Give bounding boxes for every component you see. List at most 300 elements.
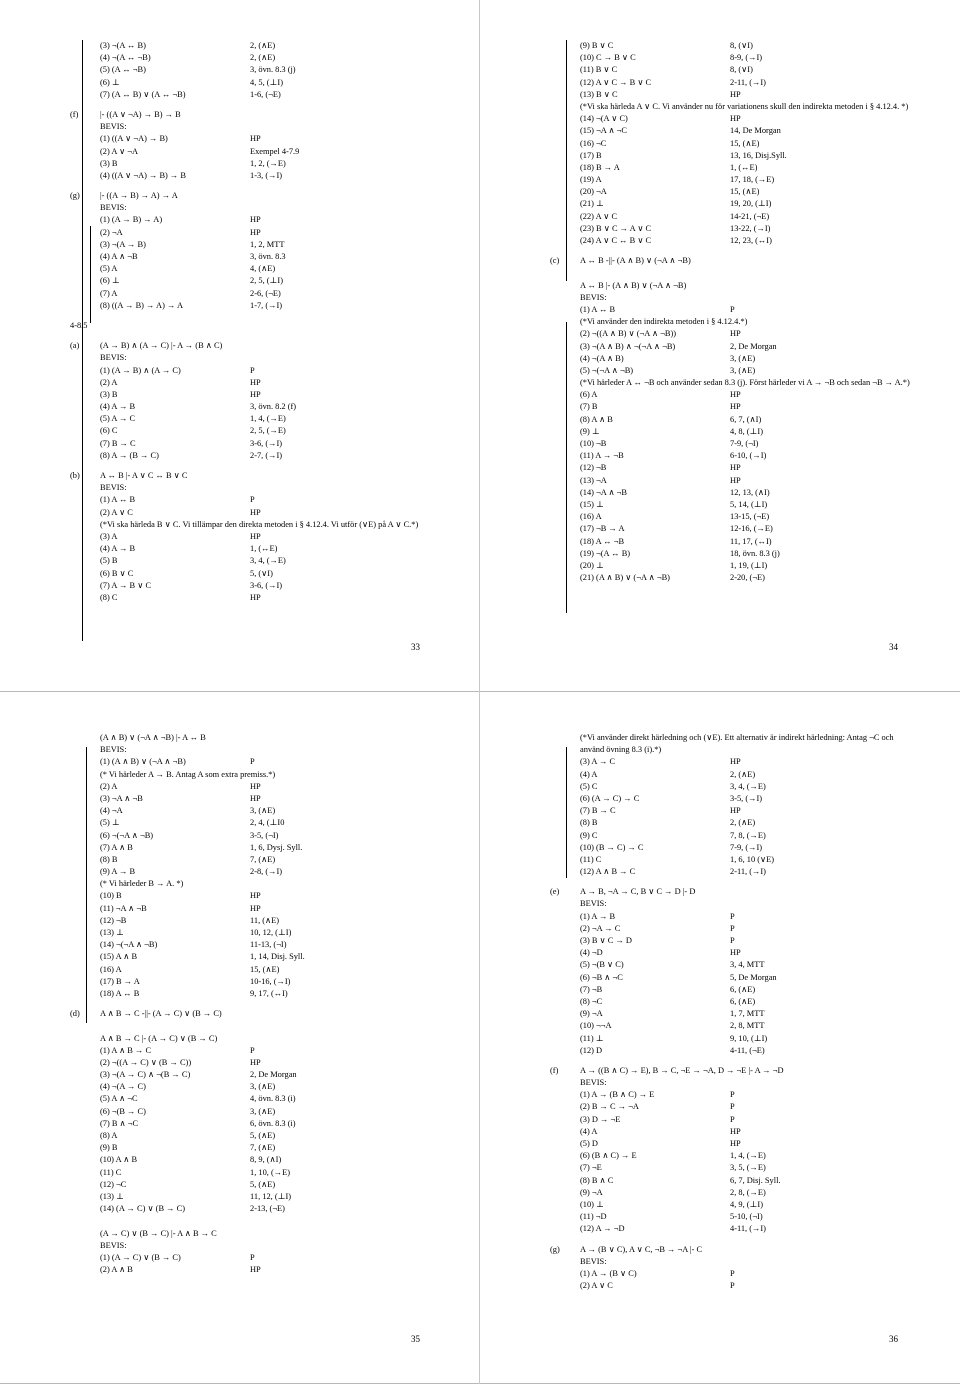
formula: (15) A ∧ B: [100, 952, 138, 962]
justification: Exempel 4-7.9: [250, 146, 300, 156]
formula: (9) ¬A: [580, 1009, 603, 1019]
formula: (A → B) ∧ (A → C) |- A → (B ∧ C): [100, 341, 223, 351]
formula: (1) A ∧ B → C: [100, 1045, 152, 1055]
justification: HP: [250, 507, 261, 517]
formula: (11) B ∨ C: [580, 65, 618, 75]
formula: (4) A: [580, 769, 598, 779]
justification: 1, 4, (→E): [250, 414, 286, 424]
justification: 13-22, (→I): [730, 223, 771, 233]
justification: 2-7, (→I): [250, 450, 283, 460]
formula: (1) (A → C) ∨ (B → C): [100, 1252, 181, 1262]
formula: (11) C: [100, 1167, 122, 1177]
proof-line: [70, 1057, 460, 1069]
formula: (9) ⊥: [580, 426, 600, 436]
justification: 1, 10, (→E): [250, 1167, 291, 1177]
proof-line: [550, 1008, 940, 1020]
proof-line: [70, 793, 460, 805]
formula: |- ((A ∨ ¬A) → B) → B: [100, 109, 181, 119]
proof-line: [70, 866, 460, 878]
proof-line: [70, 470, 460, 482]
proof-line: [550, 972, 940, 984]
formula: (3) D → ¬E: [580, 1114, 621, 1124]
justification: HP: [250, 1265, 261, 1275]
proof-line: [70, 555, 460, 567]
proof-line: [70, 769, 460, 781]
justification: P: [250, 1252, 255, 1262]
proof-line: [550, 1256, 940, 1268]
justification: HP: [730, 475, 741, 485]
formula: (13) ⊥: [100, 928, 124, 937]
proof-line: [550, 923, 940, 935]
proof-line: [70, 300, 460, 312]
formula: (14) ¬(¬A ∧ ¬B): [100, 940, 158, 950]
proof-line: [550, 1045, 940, 1057]
formula: (1) (A ∧ B) ∨ (¬A ∧ ¬B): [100, 757, 186, 767]
proof-line: [550, 475, 940, 487]
formula: (10) ⊥: [580, 1199, 604, 1209]
justification: 7-9, (→I): [730, 842, 763, 852]
exercise-label: (g): [70, 191, 80, 201]
proof-line: [550, 1162, 940, 1174]
proof-block: [70, 340, 460, 462]
justification: 2, De Morgan: [250, 1070, 297, 1080]
proof-line: [70, 365, 460, 377]
justification: 10-16, (→I): [250, 976, 291, 986]
formula: (21) ⊥: [580, 199, 604, 209]
page-number: 33: [411, 642, 420, 652]
proof-block: [550, 886, 940, 1057]
formula: (24) A ∨ C ↔ B ∨ C: [580, 236, 652, 246]
formula: (17) B: [580, 150, 602, 160]
proof-line: [70, 389, 460, 401]
formula: (1) A ↔ B: [580, 304, 616, 314]
formula: (1) (A → B) ∧ (A → C): [100, 365, 181, 375]
formula: (20) ¬A: [580, 187, 607, 197]
proof-line: [550, 756, 940, 768]
page-36: [480, 692, 960, 1384]
justification: 6, 7, Disj. Syll.: [730, 1175, 781, 1185]
formula: (3) A: [100, 531, 118, 541]
proof-line: [550, 854, 940, 866]
justification: 17, 18, (→E): [730, 175, 775, 185]
formula: (8) A → (B → C): [100, 450, 159, 460]
proof-line: [550, 523, 940, 535]
justification: 3-6, (→I): [250, 438, 283, 448]
formula: (8) B ∧ C: [580, 1175, 614, 1185]
formula: A ↔ B |- (A ∧ B) ∨ (¬A ∧ ¬B): [580, 280, 687, 290]
justification: 8, (∨I): [730, 41, 753, 50]
formula: (14) (A → C) ∨ (B → C): [100, 1204, 185, 1214]
formula: (21) (A ∧ B) ∨ (¬A ∧ ¬B): [580, 573, 670, 583]
proof-line: [70, 227, 460, 239]
formula: (12) ¬B: [100, 915, 127, 925]
scope-bar: [82, 40, 83, 641]
justification: 3, (∧E): [250, 1082, 276, 1092]
formula: (16) A: [100, 964, 122, 974]
proof-line: [70, 190, 460, 202]
formula: (13) ⊥: [100, 1191, 124, 1201]
proof-line: [70, 854, 460, 866]
justification: 5, De Morgan: [730, 972, 777, 982]
formula: (10) ¬B: [580, 439, 607, 449]
justification: 2-20, (¬E): [730, 573, 765, 583]
justification: 2, 8, MTT: [730, 1021, 765, 1031]
proof-line: [70, 413, 460, 425]
formula: (7) A → B ∨ C: [100, 580, 152, 590]
formula: (14) ¬A ∧ ¬B: [580, 487, 627, 497]
proof-block: [70, 109, 460, 182]
proof-line: [550, 1077, 940, 1089]
justification: 3, (∧E): [250, 1106, 276, 1116]
formula: (4) ¬(A ↔ ¬B): [100, 53, 151, 63]
formula: (9) A → B: [100, 867, 136, 877]
proof-line: [70, 1264, 460, 1276]
proof-line: [550, 1114, 940, 1126]
justification: 10, 12, (⊥I): [250, 928, 292, 937]
formula: (3) A → C: [580, 757, 616, 767]
justification: 6, (∧E): [730, 996, 756, 1006]
proof-line: [550, 1065, 940, 1077]
proof-line: [550, 769, 940, 781]
formula: (8) ((A → B) → A) → A: [100, 300, 184, 310]
proof-line: [70, 494, 460, 506]
proof-line: [70, 903, 460, 915]
formula: (7) B → C: [580, 806, 616, 816]
proof-line: [550, 560, 940, 572]
formula: BEVIS:: [100, 203, 127, 213]
proof-line: [70, 805, 460, 817]
formula: (5) B: [100, 556, 118, 566]
proof-line: [550, 64, 940, 76]
justification: 1, 2, MTT: [250, 239, 285, 249]
proof-line: [70, 425, 460, 437]
formula: (18) B → A: [580, 162, 620, 172]
proof-line: [70, 77, 460, 89]
proof-line: [550, 1199, 940, 1211]
justification: HP: [730, 806, 741, 816]
justification: P: [730, 304, 735, 314]
justification: 1, (↔E): [250, 544, 278, 554]
justification: 13, 16, Disj.Syll.: [730, 150, 787, 160]
proof-line: [550, 125, 940, 137]
formula: (4) A ∧ ¬B: [100, 252, 138, 261]
formula: (3) B: [100, 389, 118, 399]
formula: (1) A → B: [580, 911, 616, 921]
justification: 3, 4, (→E): [250, 556, 286, 566]
proof-line: [550, 426, 940, 438]
justification: 15, (∧E): [730, 187, 760, 197]
justification: 8-9, (→I): [730, 53, 763, 63]
proof-block: [70, 1008, 460, 1276]
proof-line: [70, 1033, 460, 1045]
formula: (9) ¬A: [580, 1187, 603, 1197]
proof-line: [70, 64, 460, 76]
scope-bar: [566, 40, 567, 281]
formula: (A → C) ∨ (B → C) |- A ∧ B → C: [100, 1228, 217, 1238]
justification: 2, 5, (⊥I): [250, 276, 283, 286]
proof-line: [550, 793, 940, 805]
justification: P: [730, 911, 735, 921]
justification: 11, 17, (↔I): [730, 536, 772, 546]
proof-line: [550, 414, 940, 426]
justification: 12, 13, (∧I): [730, 487, 770, 497]
formula: (10) A ∧ B: [100, 1155, 138, 1165]
formula: (10) C → B ∨ C: [580, 53, 636, 63]
proof-line: [550, 162, 940, 174]
formula: (19) ¬(A ↔ B): [580, 548, 631, 558]
formula: (6) (B ∧ C) → E: [580, 1151, 637, 1161]
formula: (5) ⊥: [100, 818, 120, 828]
justification: 2, 4, (⊥I0: [250, 818, 285, 828]
justification: P: [730, 1281, 735, 1291]
formula: (2) B → C → ¬A: [580, 1102, 639, 1112]
proof-line: [550, 805, 940, 817]
proof-line: [70, 275, 460, 287]
formula: (18) A ↔ B: [100, 988, 140, 998]
formula: (7) ¬E: [580, 1163, 602, 1173]
formula: (12) A ∧ B → C: [580, 867, 636, 877]
formula: (2) A ∨ C: [100, 507, 133, 517]
proof-line: [70, 121, 460, 133]
justification: HP: [730, 89, 741, 99]
justification: 4-11, (→I): [730, 1224, 766, 1234]
justification: HP: [250, 227, 261, 237]
proof-line: [550, 365, 940, 377]
justification: 11-13, (¬I): [250, 940, 287, 950]
proof-line: [70, 482, 460, 494]
proof-block: [550, 255, 940, 584]
formula: (5) A → C: [100, 414, 136, 424]
justification: 3, övn. 8.3 (j): [250, 65, 296, 75]
justification: 18, övn. 8.3 (j): [730, 548, 780, 558]
formula: (12) ¬B: [580, 463, 607, 473]
justification: 2-8, (→I): [250, 867, 283, 877]
justification: 2, 8, (→E): [730, 1187, 766, 1197]
formula: (7) B → C: [100, 438, 136, 448]
formula: (11) ¬A ∧ ¬B: [100, 903, 147, 913]
justification: 1-3, (→I): [250, 170, 283, 180]
formula: (1) A ↔ B: [100, 495, 136, 505]
proof-line: [550, 911, 940, 923]
proof-line: [70, 1167, 460, 1179]
formula: (4) A → B: [100, 544, 136, 554]
formula: (2) A ∨ C: [580, 1281, 613, 1291]
formula: (3) ¬A ∧ ¬B: [100, 793, 143, 803]
justification: 2, (∧E): [250, 41, 276, 50]
formula: (6) A: [580, 390, 598, 400]
proof-line: [550, 499, 940, 511]
justification: 3, 4, (→E): [730, 781, 766, 791]
justification: 2, (∧E): [250, 53, 276, 63]
proof-line: [550, 817, 940, 829]
formula: BEVIS:: [580, 1078, 607, 1088]
justification: 3, 5, (→E): [730, 1163, 766, 1173]
formula: A → (B ∨ C), A ∨ C, ¬B → ¬A |- C: [580, 1244, 703, 1254]
formula: (12) ¬C: [100, 1179, 127, 1189]
justification: 1, 2, (→E): [250, 158, 286, 168]
proof-line: [70, 1069, 460, 1081]
proof-line: [550, 1280, 940, 1292]
proof-line: [70, 1154, 460, 1166]
justification: HP: [730, 114, 741, 124]
sheet-bottom: [0, 692, 960, 1384]
proof-line: [550, 984, 940, 996]
justification: 3, (∧E): [250, 806, 276, 816]
formula: BEVIS:: [580, 292, 607, 302]
proof-line: [550, 842, 940, 854]
proof-line: [550, 52, 940, 64]
formula: (12) A → ¬D: [580, 1224, 625, 1234]
proof-line: [70, 1045, 460, 1057]
proof-line: [70, 543, 460, 555]
justification: HP: [730, 1126, 741, 1136]
formula: (1) (A → B) → A): [100, 215, 163, 225]
formula: (8) B: [100, 854, 118, 864]
proof-line: [70, 568, 460, 580]
formula: (2) A ∨ ¬A: [100, 146, 139, 156]
justification: 4-11, (¬E): [730, 1045, 765, 1055]
proof-line: (*Vi ska härleda A ∨ C. Vi använder nu för variationens skull den indirekta metoden i § 4.12.4. *): [580, 101, 909, 111]
proof-line: [550, 1175, 940, 1187]
proof-line: [70, 52, 460, 64]
formula: (9) B: [100, 1143, 118, 1153]
formula: (8) A ∧ B: [580, 414, 613, 424]
justification: 2, (∧E): [730, 818, 756, 828]
justification: 11, (∧E): [250, 915, 280, 925]
exercise-label: (g): [550, 1244, 560, 1254]
formula: (3) ¬(A ↔ B): [100, 41, 146, 50]
proof-line: [70, 1118, 460, 1130]
page-34: [480, 0, 960, 692]
page-35: [0, 692, 480, 1384]
proof-line: [70, 1142, 460, 1154]
proof-line: [70, 450, 460, 462]
justification: 19, 20, (⊥I): [730, 199, 772, 209]
exercise-label: (e): [550, 887, 560, 897]
justification: HP: [730, 463, 741, 473]
scope-bar: [566, 322, 567, 613]
proof-line: [70, 744, 460, 756]
formula: A ∧ B → C |- (A → C) ∨ (B → C): [100, 1033, 218, 1043]
justification: HP: [250, 793, 261, 803]
formula: (* Vi härleder B → A. *): [100, 879, 184, 889]
formula: (3) ¬(A → C) ∧ ¬(B → C): [100, 1070, 191, 1080]
justification: 1, 19, (⊥I): [730, 560, 768, 570]
justification: 2-11, (→I): [730, 867, 766, 877]
formula: (8) ¬C: [580, 996, 603, 1006]
formula: (11) A → ¬B: [580, 451, 624, 461]
formula: A ∧ B → C -||- (A → C) ∨ (B → C): [100, 1009, 222, 1019]
proof-line: [70, 817, 460, 829]
formula: (3) B ∨ C → D: [580, 936, 632, 946]
formula: (13) B ∨ C: [580, 89, 618, 99]
justification: 7, 8, (→E): [730, 830, 766, 840]
formula: (5) C: [580, 781, 598, 791]
proof-block: [550, 1244, 940, 1293]
exercise-label: (f): [70, 109, 79, 119]
scope-bar: [566, 747, 567, 878]
page-content: [550, 40, 940, 592]
proof-line: (*Vi ska härleda B ∨ C. Vi tillämpar den direkta metoden i § 4.12.4. Vi utför (∨E) på A ∨ C.*): [100, 519, 419, 529]
formula: (7) A: [100, 288, 118, 298]
justification: 6, 7, (∧I): [730, 414, 762, 424]
formula: A ↔ B |- A ∨ C ↔ B ∨ C: [100, 471, 188, 480]
proof-line: [550, 1150, 940, 1162]
justification: HP: [730, 329, 741, 339]
formula: (2) ¬A → C: [580, 923, 621, 933]
formula: (6) ¬(¬A ∧ ¬B): [100, 830, 154, 840]
proof-line: [70, 170, 460, 182]
proof-line: [550, 1101, 940, 1113]
page-content: [70, 732, 460, 1284]
proof-line: [550, 898, 940, 910]
proof-line: [70, 988, 460, 1000]
justification: 1-6, (¬E): [250, 89, 281, 99]
proof-line: [70, 976, 460, 988]
formula: (6) (A → C) → C: [580, 793, 640, 803]
proof-line: [550, 1211, 940, 1223]
proof-line: [70, 377, 460, 389]
proof-line: [70, 263, 460, 275]
proof-line: [70, 830, 460, 842]
justification: 5, (∧E): [250, 1131, 276, 1140]
proof-line: [70, 40, 460, 52]
formula: (18) A ↔ ¬B: [580, 536, 625, 546]
formula: (15) ⊥: [580, 499, 604, 509]
proof-line: [550, 1268, 940, 1280]
justification: 6, (∧E): [730, 984, 756, 994]
justification: 7, (∧E): [250, 854, 276, 864]
formula: (5) ¬(B ∨ C): [580, 960, 624, 970]
justification: P: [730, 1102, 735, 1112]
proof-line: [550, 211, 940, 223]
proof-line: [70, 915, 460, 927]
exercise-label: (f): [550, 1065, 559, 1075]
formula: (23) B ∨ C → A ∨ C: [580, 223, 652, 233]
proof-block: [550, 732, 940, 878]
proof-line: [70, 158, 460, 170]
proof-line: [70, 878, 460, 890]
justification: P: [250, 365, 255, 375]
proof-line: [550, 1223, 940, 1235]
justification: HP: [250, 215, 261, 225]
proof-line: [70, 842, 460, 854]
proof-line: (*Vi använder direkt härledning och (∨E). Ett alternativ är indirekt härledning: Antag ¬C och använd övning 8.3 (i).*): [580, 733, 894, 755]
proof-line: [550, 40, 940, 52]
justification: 3-5, (→I): [730, 793, 763, 803]
formula: (6) ⊥: [100, 77, 120, 87]
proof-line: [550, 341, 940, 353]
formula: (13) ¬A: [580, 475, 607, 485]
formula: A ↔ B -||- (A ∧ B) ∨ (¬A ∧ ¬B): [580, 256, 691, 266]
justification: 3, övn. 8.2 (f): [250, 402, 297, 412]
proof-line: [550, 255, 940, 267]
proof-line: [550, 536, 940, 548]
proof-line: [550, 438, 940, 450]
justification: 8, (∨I): [730, 65, 753, 75]
justification: 1-7, (→I): [250, 300, 283, 310]
justification: 2-6, (¬E): [250, 288, 281, 298]
formula: (16) A: [580, 512, 602, 522]
formula: (* Vi härleder A → B. Antag A som extra premiss.*): [100, 769, 276, 779]
proof-line: [550, 292, 940, 304]
proof-line: [70, 1252, 460, 1264]
formula: (A ∧ B) ∨ (¬A ∧ ¬B) |- A ↔ B: [100, 733, 206, 742]
justification: HP: [250, 531, 261, 541]
proof-block: [70, 190, 460, 312]
justification: 5, (∨I): [250, 568, 273, 578]
exercise-label: (a): [70, 341, 80, 351]
